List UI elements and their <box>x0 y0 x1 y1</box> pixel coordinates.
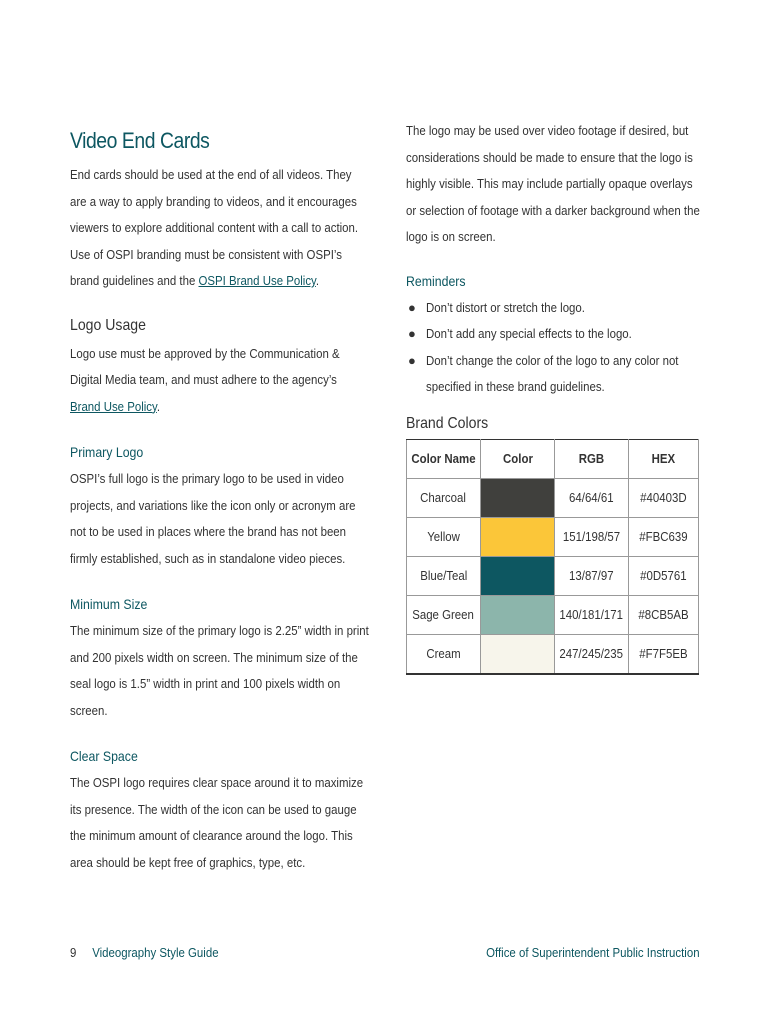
left-column <box>70 118 370 876</box>
column-header: HEX <box>629 439 699 478</box>
color-name-cell: Charcoal <box>407 478 481 517</box>
rgb-cell: 247/245/235 <box>555 634 629 674</box>
logo-usage-heading: Logo Usage <box>70 316 146 334</box>
org-name: Office of Superintendent Public Instruction <box>486 945 700 960</box>
column-header: Color <box>481 439 555 478</box>
color-swatch <box>481 556 555 595</box>
color-swatch <box>481 478 555 517</box>
primary-logo-paragraph: OSPI’s full logo is the primary logo to be used in video projects, and variations like the icon only or acronym are not to be used in places where the brand has not been firmly established, such as in standalone video pieces. <box>70 471 356 566</box>
right-column <box>406 118 702 675</box>
hex-cell: #F7F5EB <box>629 634 699 674</box>
color-name-cell: Blue/Teal <box>407 556 481 595</box>
rgb-cell: 13/87/97 <box>555 556 629 595</box>
bullet-icon: ● <box>408 326 416 341</box>
reminders-list <box>406 295 702 401</box>
column-header: RGB <box>555 439 629 478</box>
footer-left <box>70 945 239 960</box>
hex-cell: #8CB5AB <box>629 595 699 634</box>
color-swatch <box>481 595 555 634</box>
table-row <box>407 634 699 674</box>
color-swatch <box>481 517 555 556</box>
hex-cell: #FBC639 <box>629 517 699 556</box>
reminders-heading: Reminders <box>406 272 466 289</box>
logo-usage-text: Logo use must be approved by the Communication & Digital Media team, and must adhere to the agency’s <box>70 345 340 387</box>
hex-cell: #0D5761 <box>629 556 699 595</box>
color-name-cell: Sage Green <box>407 595 481 634</box>
table-row <box>407 556 699 595</box>
clear-space-heading: Clear Space <box>70 748 138 764</box>
list-item: ● Don’t distort or stretch the logo. <box>426 295 702 322</box>
brand-colors-table <box>406 439 699 675</box>
intro-end: . <box>315 273 320 288</box>
hex-cell: #40403D <box>629 478 699 517</box>
bullet-icon: ● <box>408 299 416 315</box>
page-title: Video End Cards <box>70 128 210 153</box>
intro-text: End cards should be used at the end of all videos. They are a way to apply branding to videos, and it encourages viewers to explore additional content with a call to action. Use of OSPI branding must be consistent with OSPI’s brand guidelines and the <box>70 167 359 288</box>
intro-paragraph <box>70 162 369 295</box>
table-row <box>407 517 699 556</box>
table-header-row <box>407 439 699 478</box>
bullet-icon: ● <box>408 352 416 368</box>
doc-title: Videography Style Guide <box>92 945 219 960</box>
rgb-cell: 151/198/57 <box>555 517 629 556</box>
table-row <box>407 478 699 517</box>
column-header: Color Name <box>407 439 481 478</box>
color-swatch <box>481 634 555 674</box>
rgb-cell: 64/64/61 <box>555 478 629 517</box>
list-item: ● Don’t change the color of the logo to any color not specified in these brand guidelines. <box>426 348 702 401</box>
brand-use-policy-link[interactable]: OSPI Brand Use Policy <box>198 273 316 288</box>
page-number: 9 <box>70 945 77 960</box>
list-item: ● Don’t add any special effects to the logo. <box>426 321 702 348</box>
logo-usage-paragraph <box>70 341 369 421</box>
color-name-cell: Yellow <box>407 517 481 556</box>
primary-logo-heading: Primary Logo <box>70 444 144 460</box>
footage-paragraph: The logo may be used over video footage if desired, but considerations should be made to ensure that the logo is highly visible. This may include partially opaque overlays or selection of footage with a darker background when the logo is on screen. <box>406 123 700 244</box>
minimum-size-paragraph: The minimum size of the primary logo is 2.25” width in print and 200 pixels width on screen. The minimum size of the seal logo is 1.5” width in print and 100 pixels width on screen. <box>70 623 369 718</box>
table-row <box>407 595 699 634</box>
brand-use-policy-link-2[interactable]: Brand Use Policy <box>70 398 157 414</box>
clear-space-paragraph: The OSPI logo requires clear space around it to maximize its presence. The width of the icon can be used to gauge the minimum amount of clearance around the logo. This area should be kept free of graphics, type, etc. <box>70 775 364 870</box>
minimum-size-heading: Minimum Size <box>70 596 148 612</box>
footer-right <box>457 945 700 960</box>
logo-usage-end: . <box>156 398 161 414</box>
brand-colors-heading: Brand Colors <box>406 414 489 432</box>
color-name-cell: Cream <box>407 634 481 674</box>
rgb-cell: 140/181/171 <box>555 595 629 634</box>
